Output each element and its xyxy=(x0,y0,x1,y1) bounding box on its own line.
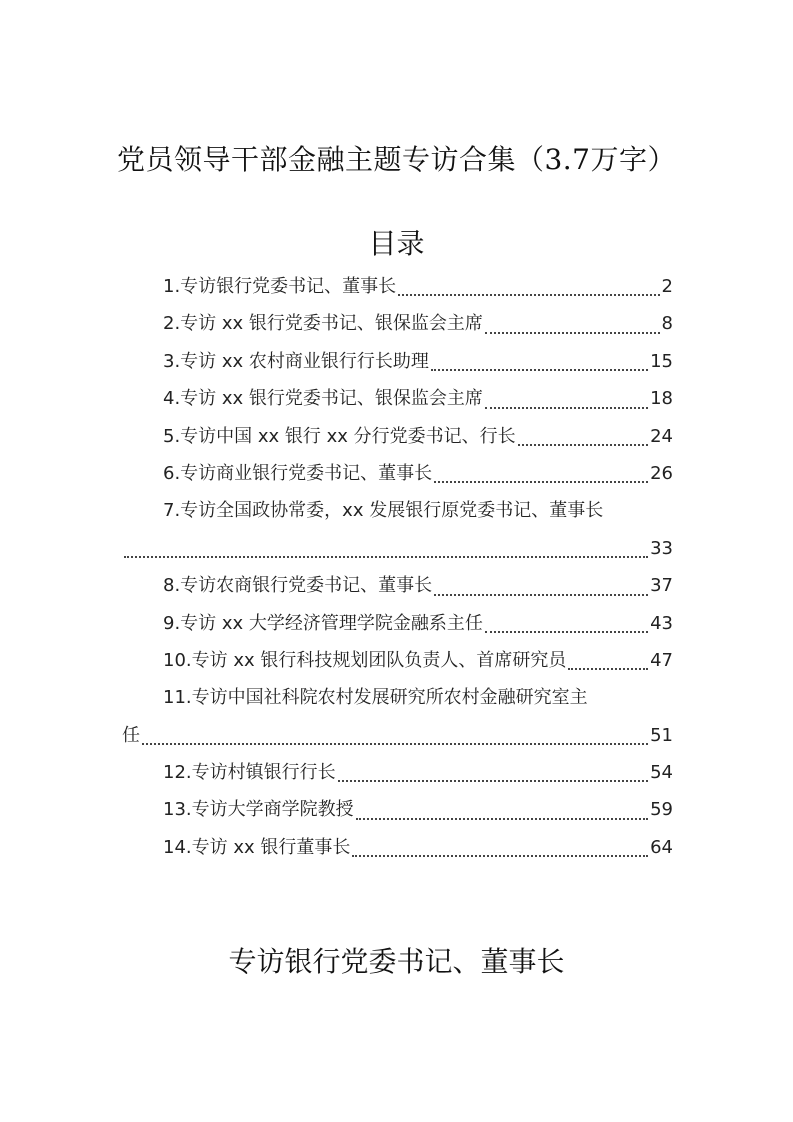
section-title: 专访银行党委书记、董事长 xyxy=(228,945,565,978)
toc-entry[interactable] xyxy=(122,754,673,791)
toc-entry-page: 43 xyxy=(650,612,673,634)
dot-leader xyxy=(124,556,648,558)
toc-entry[interactable] xyxy=(122,305,673,342)
toc-entry[interactable] xyxy=(122,492,673,567)
toc-entry-page: 2 xyxy=(661,276,673,297)
toc-entry-label: 13.专访大学商学院教授 xyxy=(163,799,354,821)
dot-leader xyxy=(485,332,660,334)
dot-leader xyxy=(485,631,648,633)
toc-entry-label: 7.专访全国政协常委，xx 发展银行原党委书记、董事长 xyxy=(163,500,604,522)
toc-entry-page: 24 xyxy=(650,425,673,447)
toc-entry-label: 12.专访村镇银行行长 xyxy=(163,762,336,784)
toc-entry-label: 6.专访商业银行党委书记、董事长 xyxy=(163,462,433,484)
document-title: 党员领导干部金融主题专访合集（3.7万字） xyxy=(116,143,677,176)
toc-entry-label: 5.专访中国 xx 银行 xx 分行党委书记、行长 xyxy=(163,425,516,447)
toc-entry[interactable] xyxy=(122,343,673,380)
toc-entry-label: 3.专访 xx 农村商业银行行长助理 xyxy=(163,350,429,372)
toc-entry[interactable] xyxy=(122,679,673,754)
toc-entry-page: 8 xyxy=(661,313,673,335)
toc-entry-label-continued: 任 xyxy=(122,724,140,746)
toc-entry[interactable] xyxy=(122,567,673,604)
dot-leader xyxy=(434,481,648,483)
toc-entry-label: 8.专访农商银行党委书记、董事长 xyxy=(163,575,433,597)
toc-heading: 目录 xyxy=(368,227,425,260)
toc-entry[interactable] xyxy=(122,791,673,828)
toc-entry[interactable] xyxy=(122,829,673,866)
dot-leader xyxy=(338,780,648,782)
toc-entry-label: 14.专访 xx 银行董事长 xyxy=(163,836,351,858)
dot-leader xyxy=(568,668,648,670)
dot-leader xyxy=(431,369,648,371)
toc-entry[interactable] xyxy=(122,380,673,417)
toc-entry-label: 4.专访 xx 银行党委书记、银保监会主席 xyxy=(163,388,483,410)
toc-entry-page: 18 xyxy=(650,388,673,410)
toc-entry-page: 47 xyxy=(650,649,673,671)
dot-leader xyxy=(485,407,648,409)
dot-leader xyxy=(142,743,648,745)
dot-leader xyxy=(356,818,648,820)
toc-entry-label: 1.专访银行党委书记、董事长 xyxy=(163,276,397,297)
toc-entry-page: 26 xyxy=(650,462,673,484)
toc-entry-label: 11.专访中国社科院农村发展研究所农村金融研究室主 xyxy=(163,687,588,709)
dot-leader xyxy=(398,294,659,296)
toc-entry-label: 9.专访 xx 大学经济管理学院金融系主任 xyxy=(163,612,483,634)
toc-entry[interactable] xyxy=(122,455,673,492)
toc-entry[interactable] xyxy=(122,642,673,679)
toc-entry-page: 33 xyxy=(650,537,673,559)
toc-entry-label: 10.专访 xx 银行科技规划团队负责人、首席研究员 xyxy=(163,649,567,671)
toc-entry-page: 37 xyxy=(650,575,673,597)
toc-entry-page: 59 xyxy=(650,799,673,821)
toc-entry[interactable] xyxy=(122,418,673,455)
table-of-contents xyxy=(122,268,673,866)
toc-entry-page: 51 xyxy=(650,724,673,746)
dot-leader xyxy=(434,594,648,596)
dot-leader xyxy=(518,444,648,446)
dot-leader xyxy=(352,855,648,857)
toc-entry-page: 54 xyxy=(650,762,673,784)
toc-entry-label: 2.专访 xx 银行党委书记、银保监会主席 xyxy=(163,313,483,335)
toc-entry-page: 64 xyxy=(650,836,673,858)
toc-entry[interactable] xyxy=(122,268,673,305)
toc-entry-page: 15 xyxy=(650,350,673,372)
toc-entry[interactable] xyxy=(122,605,673,642)
